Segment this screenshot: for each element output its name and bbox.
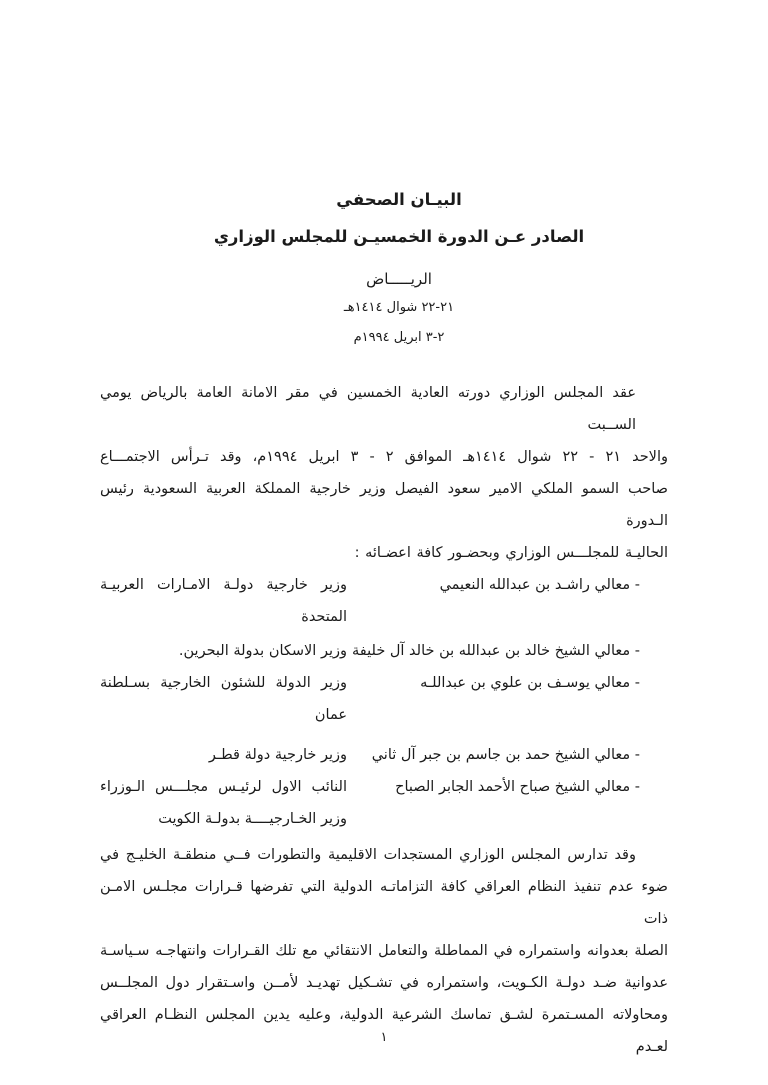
attendee-row — [100, 739, 668, 771]
attendee-name: - معالي الشيخ صباح الأحمد الجابر الصباح — [395, 779, 640, 795]
attendee-title: وزير خارجية دولـة الامـارات العربيـة المتحدة — [100, 577, 347, 625]
attendee-row — [100, 667, 668, 731]
attendee-name: - معالي راشـد بن عبدالله النعيمي — [439, 577, 640, 593]
attendee-row — [100, 635, 668, 667]
press-statement-title: البيـان الصحفي — [336, 190, 462, 209]
paragraph-line: صاحب السمو الملكي الامير سعود الفيصل وزير خارجية المملكة العربية السعودية رئيس الـدورة — [100, 481, 668, 529]
paragraph-line: ضوء عدم تنفيذ النظام العراقي كافة التزاماتـه الدولية التي تفرضها قـرارات مجلـس الامـن ذات — [100, 879, 668, 927]
paragraph-line: الحاليـة للمجلـــس الوزاري وبحضـور كافة اعضـائه : — [354, 545, 668, 561]
paragraph-line: عقد المجلس الوزاري دورته العادية الخمسين في مقر الامانة العامة بالرياض يومي الســبت — [100, 385, 636, 433]
paragraph-line: والاحد ٢١ - ٢٢ شوال ١٤١٤هـ الموافق ٢ - ٣ ابريل ١٩٩٤م، وقد تـرأس الاجتمـــاع — [100, 449, 668, 465]
attendee-row — [100, 569, 668, 633]
attendee-title: وزير خارجية دولة قطـر — [208, 747, 347, 763]
paragraph-line: ومحاولاته المسـتمرة لشـق تماسك الشرعية الدولية، وعليه يدين المجلس النظـام العراقي لعـدم — [100, 1007, 668, 1055]
session-subtitle: الصادر عـن الدورة الخمسيـن للمجلس الوزاري — [213, 227, 585, 246]
attendee-name: - معالي الشيخ حمد بن جاسم بن جبر آل ثاني — [371, 747, 640, 763]
paragraph-line: وقد تدارس المجلس الوزاري المستجدات الاقليمية والتطورات فــي منطقـة الخليـج في — [100, 847, 636, 863]
document-header — [115, 0, 683, 347]
hijri-date: ٢١-٢٢ شوال ١٤١٤هـ — [343, 300, 455, 315]
attendee-name: - معالي يوسـف بن علوي بن عبداللـه — [420, 675, 640, 691]
attendees-list — [100, 569, 668, 835]
gregorian-date: ٢-٣ ابريل ١٩٩٤م — [353, 330, 445, 345]
location-line: الريـــــاض — [366, 270, 432, 288]
paragraph-line: الصلة بعدوانه واستمراره في المماطلة والتعامل الانتقائي مع تلك القـرارات وانتهاجـه سـياسـة — [100, 943, 668, 959]
attendee-title: النائب الاول لرئيـس مجلـــس الـوزراء وزير الخـارجيــــة بدولـة الكويت — [100, 779, 347, 827]
opening-paragraph — [100, 377, 668, 569]
attendee-title: وزير الاسكان بدولة البحرين. — [178, 643, 347, 659]
paragraph-line: عدوانية ضـد دولـة الكـويت، واستمراره في تشـكيل تهديـد لأمــن واسـتقرار دول المجلــس — [100, 975, 668, 991]
attendee-name: - معالي الشيخ خالد بن عبدالله بن خالد آل خليفة — [352, 643, 640, 659]
attendee-row — [100, 771, 668, 835]
attendee-title: وزير الدولة للشئون الخارجية بسـلطنة عمان — [100, 675, 347, 723]
page-number: ١ — [380, 1030, 388, 1045]
